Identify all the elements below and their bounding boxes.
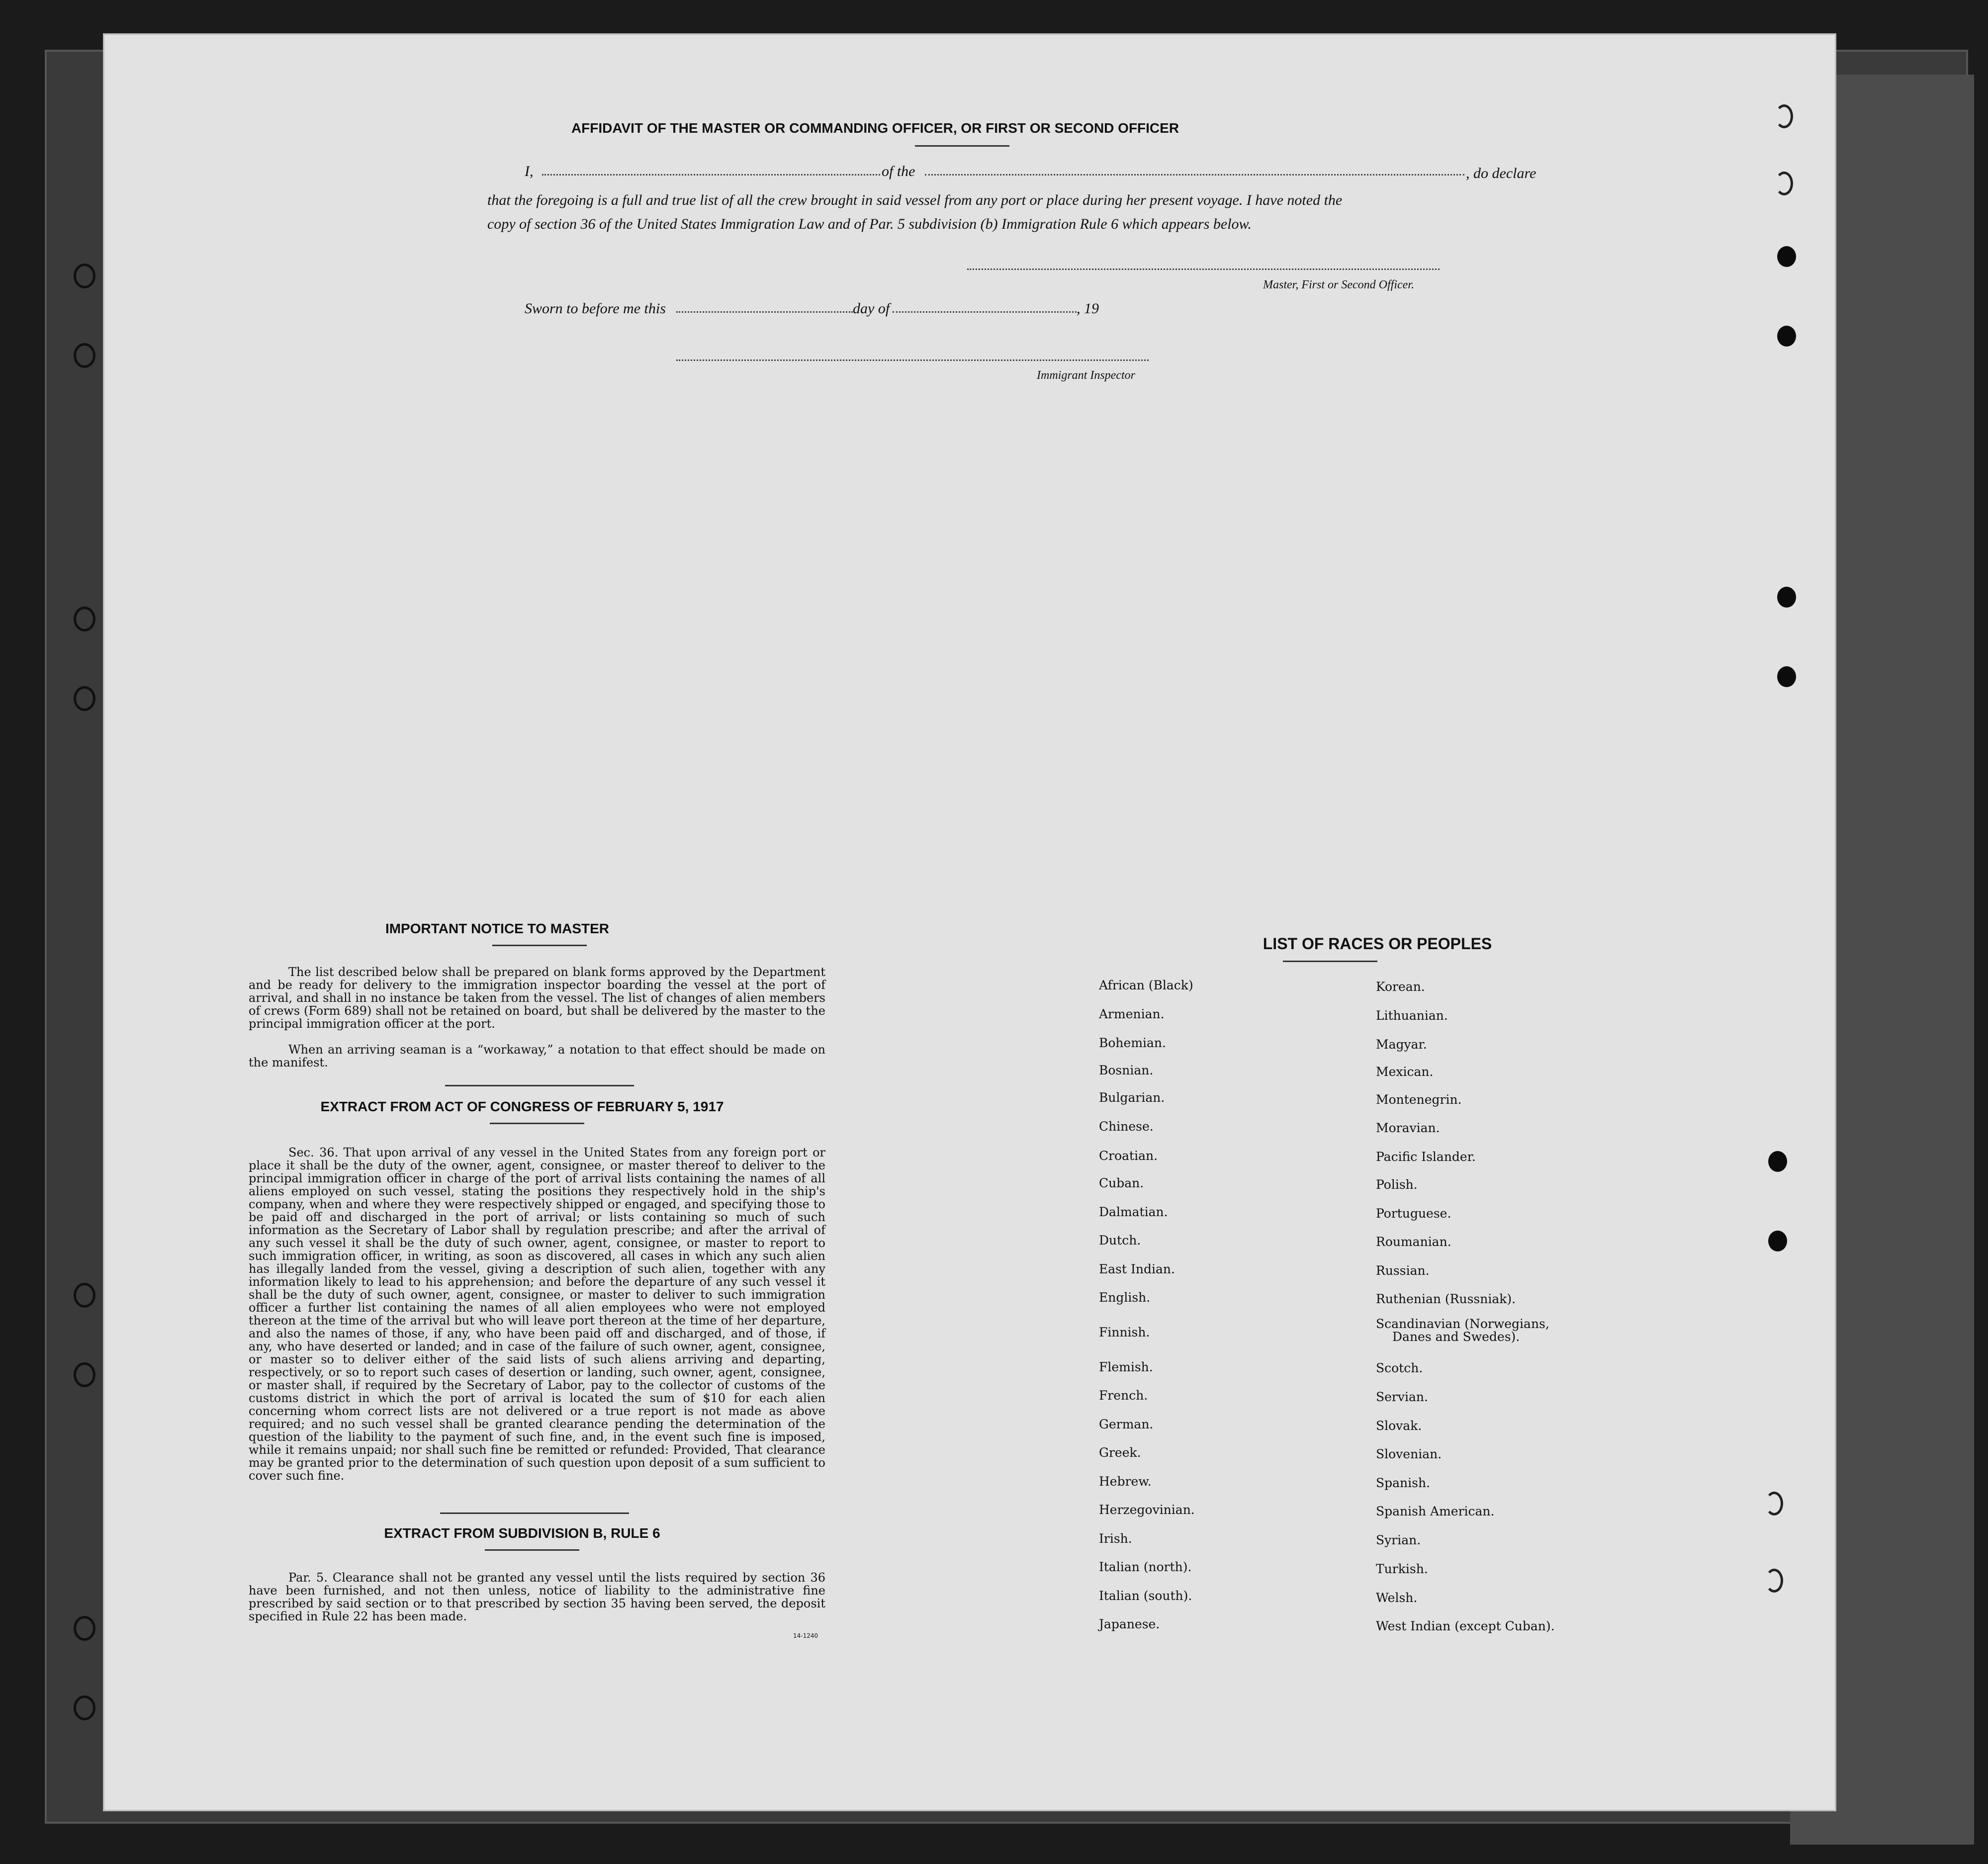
binder-ring-icon bbox=[74, 1616, 95, 1641]
affidavit-declare-label: , do declare bbox=[1466, 165, 1536, 181]
master-signature-field[interactable] bbox=[967, 268, 1440, 270]
race-item: Welsh. bbox=[1376, 1591, 1418, 1605]
section-divider bbox=[440, 1512, 629, 1514]
race-item: Polish. bbox=[1376, 1177, 1418, 1192]
race-item: Hebrew. bbox=[1099, 1474, 1152, 1489]
extract-act-text: Sec. 36. That upon arrival of any vessel in the United States from any foreign port or place it shall be the duty of the owner, agent, consignee, or master thereof to deliver to the principal immigration officer in charge of the port of arrival lists containing the names of all aliens employed on such vessel, stating the positions they respectively hold in the ship's company, when and where they were respectively shipped or engaged, and specifying those to be paid off and discharged in the port of arrival; or lists containing so much of such information as the Secretary of Labor shall by regulation prescribe; and after the arrival of any such vessel it shall be the duty of such owner, agent, consignee, or master to report to such immigration officer, in writing, as soon as discovered, all cases in which any such alien has illegally landed from the vessel, giving a description of such alien, together with any information likely to lead to his apprehension; and before the departure of any such vessel it shall be the duty of such owner, agent, consignee, or master to deliver to such immigration officer a further list containing the names of all alien employees who were not employed thereon at the time of the arrival but who will leave port thereon at the time of her departure, and also the names of those, if any, who have been paid off and discharged, and of those, if any, who have deserted or landed; and in case of the failure of such owner, agent, consignee, or master so to deliver either of the said lists of such aliens arriving and departing, respectively, or so to report such cases of desertion or landing, such owner, agent, consignee, or master shall, if required by the Secretary of Labor, pay to the collector of customs of the customs district in which the port of arrival is located the sum of $10 for each alien concerning whom correct lists are not delivered or a true report is not made as above required; and no such vessel shall be granted clearance pending the determination of the question of the liability to the payment of such fine, and, in the event such fine is imposed, while it remains unpaid; nor shall such fine be remitted or refunded: Provided, That clearance may be granted prior to the determination of such question upon deposit of a sum sufficient to cover such fine. bbox=[249, 1146, 825, 1483]
punch-hole-icon bbox=[1777, 666, 1796, 687]
race-item: Bohemian. bbox=[1099, 1036, 1166, 1050]
race-item: Magyar. bbox=[1376, 1037, 1427, 1052]
master-signature-label: Master, First or Second Officer. bbox=[1263, 278, 1414, 291]
extract-act-title: EXTRACT FROM ACT OF CONGRESS OF FEBRUARY 5, 1917 bbox=[320, 1099, 724, 1114]
race-item: English. bbox=[1099, 1290, 1151, 1305]
binder-ring-icon bbox=[74, 607, 95, 631]
sworn-year-label: , 19 bbox=[1077, 300, 1099, 317]
punch-hole-icon bbox=[1775, 104, 1793, 128]
sworn-prefix-label: Sworn to before me this bbox=[525, 300, 666, 317]
sworn-day-of-label: day of bbox=[853, 300, 890, 317]
race-item: Slovak. bbox=[1376, 1419, 1422, 1433]
extract-act-rule bbox=[490, 1123, 584, 1124]
notice-title: IMPORTANT NOTICE TO MASTER bbox=[385, 921, 610, 936]
race-item: Danes and Swedes). bbox=[1392, 1330, 1520, 1344]
manifest-page bbox=[104, 35, 1835, 1810]
race-item: Japanese. bbox=[1099, 1617, 1160, 1631]
race-item: Roumanian. bbox=[1376, 1235, 1451, 1249]
punch-hole-icon bbox=[1775, 172, 1793, 195]
race-item: Syrian. bbox=[1376, 1533, 1421, 1547]
race-item: African (Black) bbox=[1099, 978, 1193, 992]
race-item: Bosnian. bbox=[1099, 1063, 1154, 1077]
race-item: Russian. bbox=[1376, 1263, 1430, 1278]
race-item: Cuban. bbox=[1099, 1176, 1144, 1190]
punch-hole-icon bbox=[1768, 1151, 1787, 1172]
races-title: LIST OF RACES OR PEOPLES bbox=[1263, 935, 1492, 953]
race-item: Pacific Islander. bbox=[1376, 1150, 1476, 1164]
race-item: Irish. bbox=[1099, 1531, 1132, 1546]
race-item: Finnish. bbox=[1099, 1325, 1150, 1339]
affidavit-line-3: copy of section 36 of the United States Immigration Law and of Par. 5 subdivision (b) Immigration Rule 6 which appears below. bbox=[487, 216, 1252, 232]
race-item: Scandinavian (Norwegians, bbox=[1376, 1317, 1549, 1331]
vessel-name-field[interactable] bbox=[925, 174, 1464, 176]
race-item: Spanish American. bbox=[1376, 1504, 1495, 1518]
extract-rule-title: EXTRACT FROM SUBDIVISION B, RULE 6 bbox=[384, 1525, 660, 1541]
punch-hole-icon bbox=[1777, 587, 1796, 608]
race-item: Bulgarian. bbox=[1099, 1090, 1165, 1105]
race-item: Slovenian. bbox=[1376, 1447, 1442, 1461]
inspector-signature-field[interactable] bbox=[676, 359, 1149, 361]
race-item: West Indian (except Cuban). bbox=[1376, 1619, 1555, 1633]
race-item: East Indian. bbox=[1099, 1262, 1175, 1276]
race-item: Croatian. bbox=[1099, 1149, 1158, 1163]
race-item: Herzegovinian. bbox=[1099, 1503, 1195, 1517]
master-name-field[interactable] bbox=[542, 174, 880, 176]
sworn-day-field[interactable] bbox=[676, 311, 853, 313]
binder-ring-icon bbox=[74, 1695, 95, 1720]
punch-hole-icon bbox=[1777, 326, 1796, 347]
affidavit-title-rule bbox=[915, 145, 1009, 147]
race-item: Montenegrin. bbox=[1376, 1092, 1462, 1107]
inspector-label: Immigrant Inspector bbox=[1037, 369, 1135, 382]
affidavit-of-the-label: of the bbox=[882, 163, 915, 179]
race-item: Italian (north). bbox=[1099, 1560, 1192, 1574]
extract-rule-rule bbox=[485, 1549, 579, 1551]
race-item: Dalmatian. bbox=[1099, 1205, 1168, 1219]
race-item: Mexican. bbox=[1376, 1065, 1434, 1079]
affidavit-title: AFFIDAVIT OF THE MASTER OR COMMANDING OFFICER, OR FIRST OR SECOND OFFICER bbox=[571, 120, 1179, 136]
race-item: Chinese. bbox=[1099, 1119, 1154, 1134]
race-item: Lithuanian. bbox=[1376, 1008, 1448, 1023]
race-item: Italian (south). bbox=[1099, 1589, 1192, 1603]
race-item: Turkish. bbox=[1376, 1562, 1428, 1576]
race-item: Korean. bbox=[1376, 979, 1425, 994]
race-item: Armenian. bbox=[1099, 1007, 1165, 1021]
races-title-rule bbox=[1283, 961, 1377, 962]
race-item: Moravian. bbox=[1376, 1121, 1440, 1135]
race-item: Servian. bbox=[1376, 1390, 1428, 1404]
punch-hole-icon bbox=[1765, 1492, 1783, 1515]
notice-paragraph-2: When an arriving seaman is a “workaway,” a notation to that effect should be made on the manifest. bbox=[249, 1043, 825, 1069]
binder-ring-icon bbox=[74, 1283, 95, 1308]
race-item: Greek. bbox=[1099, 1445, 1141, 1460]
race-item: Spanish. bbox=[1376, 1476, 1431, 1490]
race-item: Portuguese. bbox=[1376, 1206, 1451, 1221]
race-item: French. bbox=[1099, 1388, 1148, 1403]
extract-rule-text: Par. 5. Clearance shall not be granted any vessel until the lists required by section 36 have been furnished, and not then unless, notice of liability to the administrative fine prescribed by said section or to that prescribed by section 35 having been served, the deposit specified in Rule 22 has been made. bbox=[249, 1571, 825, 1623]
punch-hole-icon bbox=[1768, 1231, 1787, 1251]
binder-ring-icon bbox=[74, 686, 95, 711]
race-item: German. bbox=[1099, 1417, 1154, 1431]
form-number: 14-1240 bbox=[793, 1632, 818, 1639]
binder-ring-icon bbox=[74, 264, 95, 288]
binder-ring-icon bbox=[74, 343, 95, 368]
affidavit-i-label: I, bbox=[525, 163, 534, 179]
binder-ring-icon bbox=[74, 1362, 95, 1387]
section-divider bbox=[445, 1085, 634, 1086]
sworn-month-field[interactable] bbox=[893, 311, 1077, 313]
race-item: Scotch. bbox=[1376, 1361, 1423, 1375]
punch-hole-icon bbox=[1777, 246, 1796, 267]
punch-hole-icon bbox=[1765, 1569, 1783, 1593]
notice-title-rule bbox=[492, 945, 587, 946]
notice-paragraph-1: The list described below shall be prepared on blank forms approved by the Department and be ready for delivery to the immigration inspector boarding the vessel at the port of arrival, and shall in no instance be taken from the vessel. The list of changes of alien members of crews (Form 689) shall not be retained on board, but shall be delivered by the master to the principal immigration officer at the port. bbox=[249, 965, 825, 1031]
race-item: Dutch. bbox=[1099, 1233, 1141, 1247]
race-item: Ruthenian (Russniak). bbox=[1376, 1292, 1516, 1306]
race-item: Flemish. bbox=[1099, 1360, 1153, 1374]
affidavit-line-2: that the foregoing is a full and true list of all the crew brought in said vessel from any port or place during her present voyage. I have noted the bbox=[487, 192, 1343, 208]
